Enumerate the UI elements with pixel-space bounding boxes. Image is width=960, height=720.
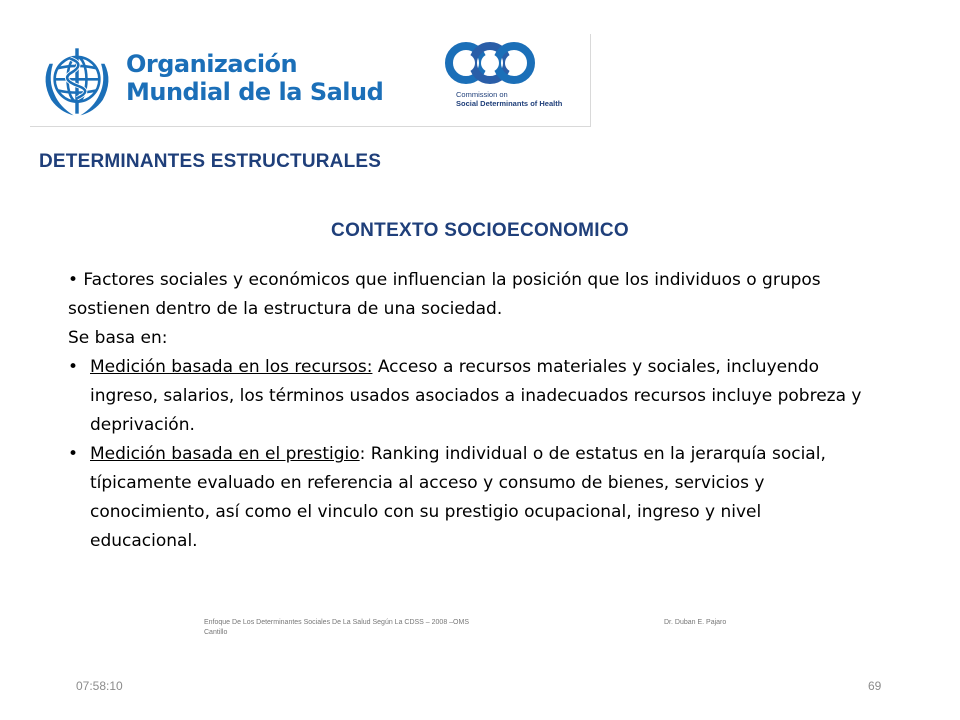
footer-author-surname: Cantillo bbox=[204, 629, 228, 636]
logo-strip bbox=[30, 34, 591, 127]
csdh-logo-text bbox=[456, 90, 562, 108]
csdh-logo bbox=[442, 38, 588, 122]
bullet-term: Medición basada en el prestigio bbox=[90, 444, 360, 464]
bullet-description: Acceso a recursos materiales y sociales, incluyendo ingreso, salarios, los términos usados asociados a inadecuados recursos incluye pobreza y deprivación. bbox=[90, 357, 862, 435]
bullet-text bbox=[90, 353, 868, 440]
base-label: Se basa en: bbox=[68, 328, 168, 348]
who-name-line1: Organización bbox=[126, 50, 298, 78]
bullet-text bbox=[90, 440, 868, 556]
bullet-dot-icon: • bbox=[68, 357, 79, 377]
bullet-description: : Ranking individual o de estatus en la jerarquía social, típicamente evaluado en referencia al acceso y consumo de bienes, servicios y conocimiento, así como el vinculo con su prestigio ocupacional, ingreso y nivel educacional. bbox=[90, 444, 826, 551]
content-body bbox=[68, 266, 868, 556]
bullet-term: Medición basada en los recursos: bbox=[90, 357, 373, 377]
who-logo-text bbox=[126, 50, 383, 106]
slide-time: 07:58:10 bbox=[76, 679, 123, 693]
csdh-line1: Commission on bbox=[456, 90, 508, 99]
bullet-dot-icon: • bbox=[68, 444, 79, 464]
section-title: DETERMINANTES ESTRUCTURALES bbox=[39, 151, 382, 172]
who-name-line2: Mundial de la Salud bbox=[126, 78, 384, 106]
slide-number: 69 bbox=[868, 679, 882, 693]
footer-source bbox=[204, 618, 524, 638]
csdh-line2: Social Determinants of Health bbox=[456, 99, 563, 108]
who-emblem-icon bbox=[34, 38, 120, 124]
intro-paragraph: • Factores sociales y económicos que influencian la posición que los individuos o grupos sostienen dentro de la estructura de una sociedad. bbox=[68, 270, 821, 319]
slide-subtitle: CONTEXTO SOCIOECONOMICO bbox=[331, 220, 629, 241]
csdh-circles-icon bbox=[442, 38, 538, 88]
bullet-item bbox=[68, 440, 868, 556]
footer-author: Dr. Duban E. Pajaro bbox=[664, 619, 727, 626]
bullet-item bbox=[68, 353, 868, 440]
footer-source-text: Enfoque De Los Determinantes Sociales De La Salud Según La CDSS – 2008 –OMS bbox=[204, 619, 469, 626]
